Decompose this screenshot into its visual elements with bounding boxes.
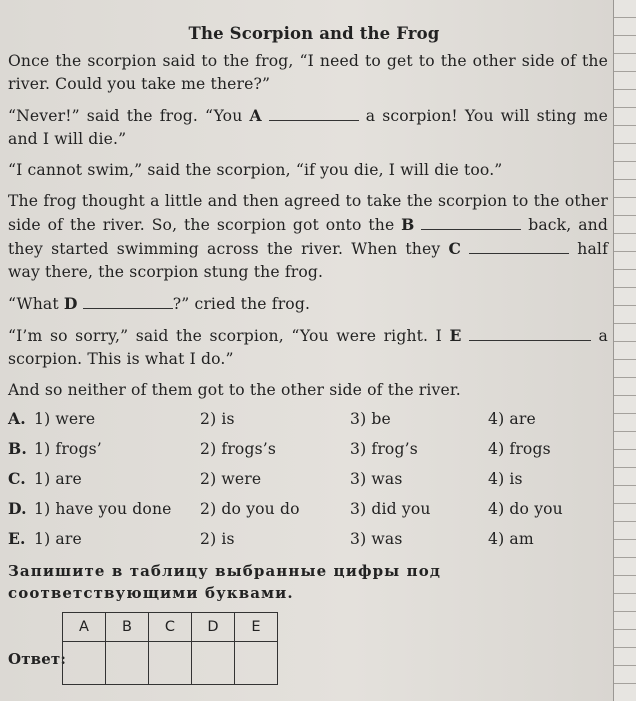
story-paragraph-3: “I cannot swim,” said the scorpion, “if you die, I will die too.” — [8, 161, 503, 179]
story-paragraph-7: And so neither of them got to the other side of the river. — [8, 381, 461, 399]
option-row-a: A. 1) were 2) is 3) be 4) are — [8, 409, 536, 428]
gap-letter-e: E — [449, 326, 462, 345]
worksheet-content — [8, 22, 608, 685]
gap-blank-d[interactable] — [83, 294, 173, 309]
option-row-e: E. 1) are 2) is 3) was 4) am — [8, 529, 534, 548]
gap-blank-b[interactable] — [421, 215, 521, 230]
answer-header-row — [63, 613, 278, 642]
answer-cell-d[interactable] — [192, 642, 235, 685]
answer-cell-c[interactable] — [149, 642, 192, 685]
gap-letter-c: C — [448, 239, 462, 258]
gap-letter-a: A — [249, 106, 262, 125]
option-row-d: D. 1) have you done 2) do you do 3) did you 4) do you — [8, 499, 563, 518]
option-row-c: C. 1) are 2) were 3) was 4) is — [8, 469, 523, 488]
answer-table — [62, 612, 278, 685]
answer-header-d: D — [192, 613, 235, 642]
answer-section — [8, 612, 608, 685]
story-paragraph-5: “What D ?” cried the frog. — [8, 294, 311, 313]
instruction-text: Запишите в таблицу выбранные цифры под соответствующими буквами. — [8, 562, 441, 602]
story-paragraph-4: The frog thought a little and then agreed to take the scorpion to the other side of the river. So, the scorpion got onto the B back, and they started swimming across the river. When they C half way there, the scorpion stung the frog. — [8, 192, 608, 281]
story-paragraph-1: Once the scorpion said to the frog, “I need to get to the other side of the river. Could you take me there?” — [8, 52, 608, 93]
gap-letter-b: B — [401, 215, 415, 234]
grid-paper-edge — [613, 0, 636, 701]
answer-header-a: A — [63, 613, 106, 642]
story-paragraph-6: “I’m so sorry,” said the scorpion, “You were right. I E a scorpion. This is what I do.” — [8, 326, 608, 368]
answer-cell-e[interactable] — [235, 642, 278, 685]
option-row-b: B. 1) frogs’ 2) frogs’s 3) frog’s 4) frogs — [8, 439, 551, 458]
gap-blank-e[interactable] — [469, 326, 591, 341]
answer-cell-a[interactable] — [63, 642, 106, 685]
options-list — [8, 404, 608, 554]
gap-blank-c[interactable] — [469, 239, 569, 254]
gap-letter-d: D — [63, 294, 78, 313]
answer-cell-b[interactable] — [106, 642, 149, 685]
gap-blank-a[interactable] — [269, 106, 359, 121]
story-paragraph-2: “Never!” said the frog. “You A a scorpion! You will sting me and I will die.” — [8, 106, 608, 148]
answer-header-c: C — [149, 613, 192, 642]
answer-input-row — [63, 642, 278, 685]
answer-header-e: E — [235, 613, 278, 642]
answer-header-b: B — [106, 613, 149, 642]
answer-label: Ответ: — [8, 650, 67, 668]
story-title: The Scorpion and the Frog — [188, 24, 440, 43]
